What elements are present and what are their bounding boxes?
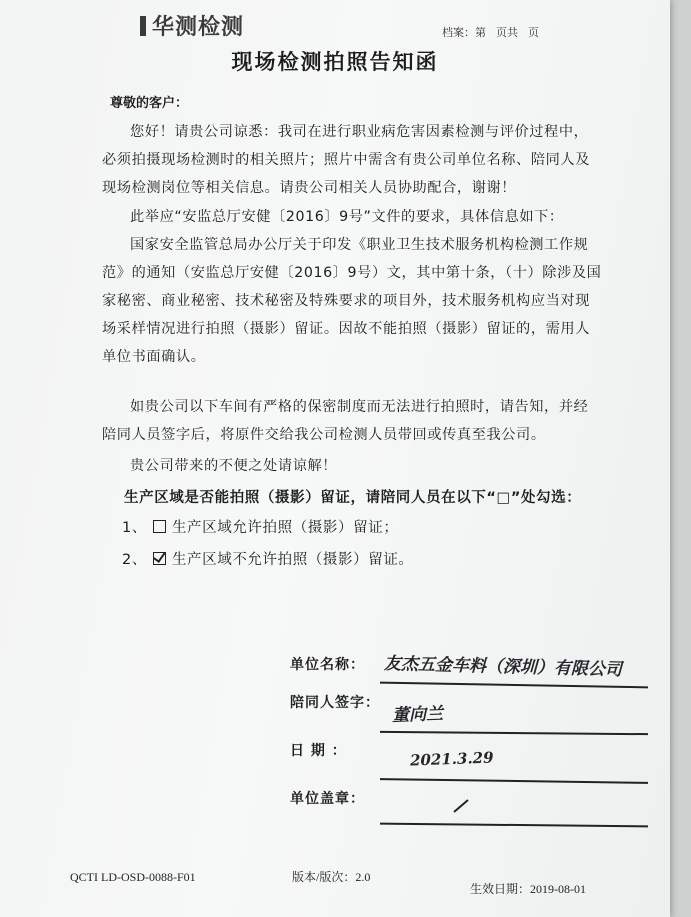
text-line: 国家安全监管总局办公厅关于印发《职业卫生技术服务机构检测工作规 xyxy=(130,237,589,253)
company-name-line xyxy=(380,682,648,689)
text-line: 单位书面确认。 xyxy=(102,349,206,365)
text-line: 陪同人员签字后，将原件交给我公司检测人员带回或传真至我公司。 xyxy=(102,427,546,443)
deny-checkbox[interactable] xyxy=(153,552,166,565)
option-allow[interactable] xyxy=(122,516,398,537)
logo-text: 华测检测 xyxy=(152,15,245,40)
paragraph-confidential xyxy=(102,393,642,449)
company-name-handwritten: 友杰五金车料（深圳）有限公司 xyxy=(383,653,623,681)
archive-total: 页 xyxy=(528,26,539,39)
text-line: 必须拍摄现场检测时的相关照片；照片中需含有贵公司单位名称、陪同人及 xyxy=(102,152,590,168)
companion-signature-line xyxy=(380,731,648,735)
date-handwritten: 2021.3.29 xyxy=(409,748,494,770)
seal-stroke-mark xyxy=(452,796,472,816)
date-line xyxy=(380,778,648,784)
document-code: QCTI LD-OSD-0088-F01 xyxy=(70,870,196,884)
text-line: 现场检测岗位等相关信息。请贵公司相关人员协助配合，谢谢！ xyxy=(102,180,517,196)
effective-date: 生效日期：2019-08-01 xyxy=(470,882,586,896)
companion-signature-label: 陪同人签字： xyxy=(290,695,380,711)
text-line: 场采样情况进行拍照（摄影）留证。因故不能拍照（摄影）留证的，需用人 xyxy=(102,321,590,337)
text-line: 此举应“安监总厅安健〔2016〕9号”文件的要求，具体信息如下： xyxy=(130,209,564,225)
seal-label: 单位盖章： xyxy=(290,791,365,807)
company-name-label: 单位名称： xyxy=(290,657,365,673)
seal-line xyxy=(380,823,648,828)
text-line: 贵公司带来的不便之处请谅解！ xyxy=(130,458,338,474)
photo-permission-question: 生产区域是否能拍照（摄影）留证，请陪同人员在以下“□”处勾选： xyxy=(124,490,582,506)
date-label: 日 期 ： xyxy=(290,743,347,759)
paragraph-greeting xyxy=(102,118,642,202)
option-number: 1、 xyxy=(122,520,147,536)
archive-number xyxy=(442,24,539,40)
text-line: 您好！请贵公司谅悉：我司在进行职业病危害因素检测与评价过程中， xyxy=(130,124,589,140)
document-title: 现场检测拍照告知函 xyxy=(231,50,439,74)
allow-checkbox[interactable] xyxy=(153,520,166,533)
companion-signature: 董向兰 xyxy=(391,704,444,726)
option-deny[interactable] xyxy=(122,548,414,569)
text-line: 如贵公司以下车间有严格的保密制度而无法进行拍照时，请告知，并经 xyxy=(130,399,589,415)
paragraph-basis xyxy=(102,203,642,231)
archive-page: 页共 xyxy=(496,26,518,39)
paragraph-apology xyxy=(102,452,642,480)
version: 版本/版次：2.0 xyxy=(292,870,371,884)
salutation: 尊敬的客户： xyxy=(110,96,189,111)
option-label: 生产区域允许拍照（摄影）留证； xyxy=(171,520,399,536)
option-label: 生产区域不允许拍照（摄影）留证。 xyxy=(171,552,414,568)
paragraph-regulation xyxy=(102,231,642,371)
option-number: 2、 xyxy=(122,552,147,568)
archive-label: 档案：第 xyxy=(442,26,486,39)
text-line: 范》的通知（安监总厅安健〔2016〕9号）文，其中第十条，（十）除涉及国 xyxy=(102,265,602,281)
text-line: 家秘密、商业秘密、技术秘密及特殊要求的项目外，技术服务机构应当对现 xyxy=(102,293,590,309)
logo-mark-icon xyxy=(140,16,146,36)
company-logo xyxy=(140,10,244,41)
